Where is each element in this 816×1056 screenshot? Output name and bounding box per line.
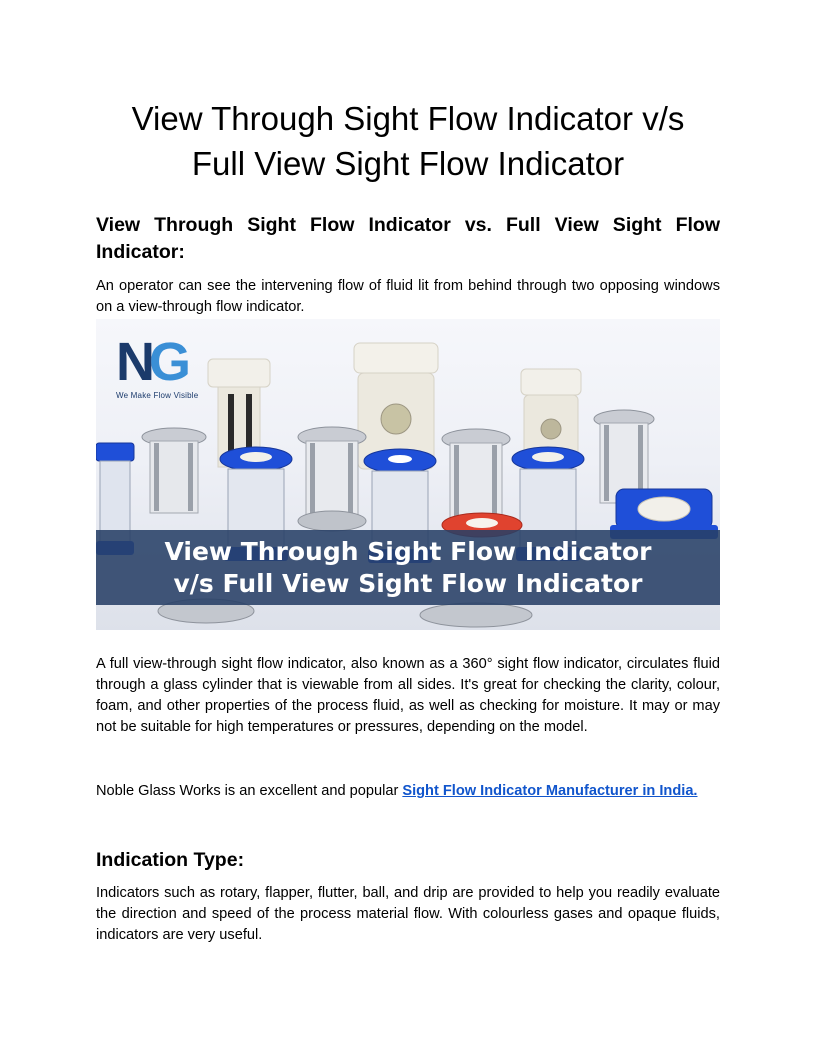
full-view-paragraph: A full view-through sight flow indicator, also known as a 360° sight flow indicator, circulates fluid through a glass cylinder that is viewable from all sides. It's great for checking the clarity, colour, foam, and other properties of the process fluid, as well as checking for moisture. It may or may not be suitable for high temperatures or pressures, depending on the model. [96, 656, 720, 735]
logo-letter-n: N [116, 332, 149, 392]
logo-tagline: We Make Flow Visible [116, 391, 199, 400]
logo-mark [116, 332, 198, 392]
page-title-line-1: View Through Sight Flow Indicator v/s [131, 100, 685, 137]
banner-caption-overlay [96, 530, 720, 605]
manufacturer-link[interactable]: Sight Flow Indicator Manufacturer in India. [402, 783, 698, 799]
steel-indicator-left [142, 428, 206, 513]
page-title-line-2: Full View Sight Flow Indicator [191, 145, 625, 182]
manufacturer-paragraph [96, 781, 720, 802]
intro-paragraph: An operator can see the intervening flow of fluid lit from behind through two opposing windows on a view-through flow indicator. [96, 278, 720, 315]
steel-indicator-middle [298, 427, 366, 531]
steel-indicator-center-right [442, 429, 510, 519]
section-heading-comparison: View Through Sight Flow Indicator vs. Full View Sight Flow Indicator: [96, 214, 720, 263]
logo-letter-g: G [149, 332, 186, 392]
product-banner-image [96, 319, 720, 630]
indication-type-paragraph: Indicators such as rotary, flapper, flutter, ball, and drip are provided to help you readily evaluate the direction and speed of the process material flow. With colourless gases and opaque fluids, indicators are very useful. [96, 885, 720, 943]
noble-glass-logo [116, 332, 199, 400]
steel-flange-bottom-center [420, 603, 532, 627]
section-heading-indication-type: Indication Type: [96, 849, 245, 871]
banner-caption-line-2: v/s Full View Sight Flow Indicator [173, 568, 643, 598]
banner-caption-line-1: View Through Sight Flow Indicator [164, 536, 652, 566]
manufacturer-text: Noble Glass Works is an excellent and popular [96, 783, 403, 799]
page-title [96, 96, 720, 186]
